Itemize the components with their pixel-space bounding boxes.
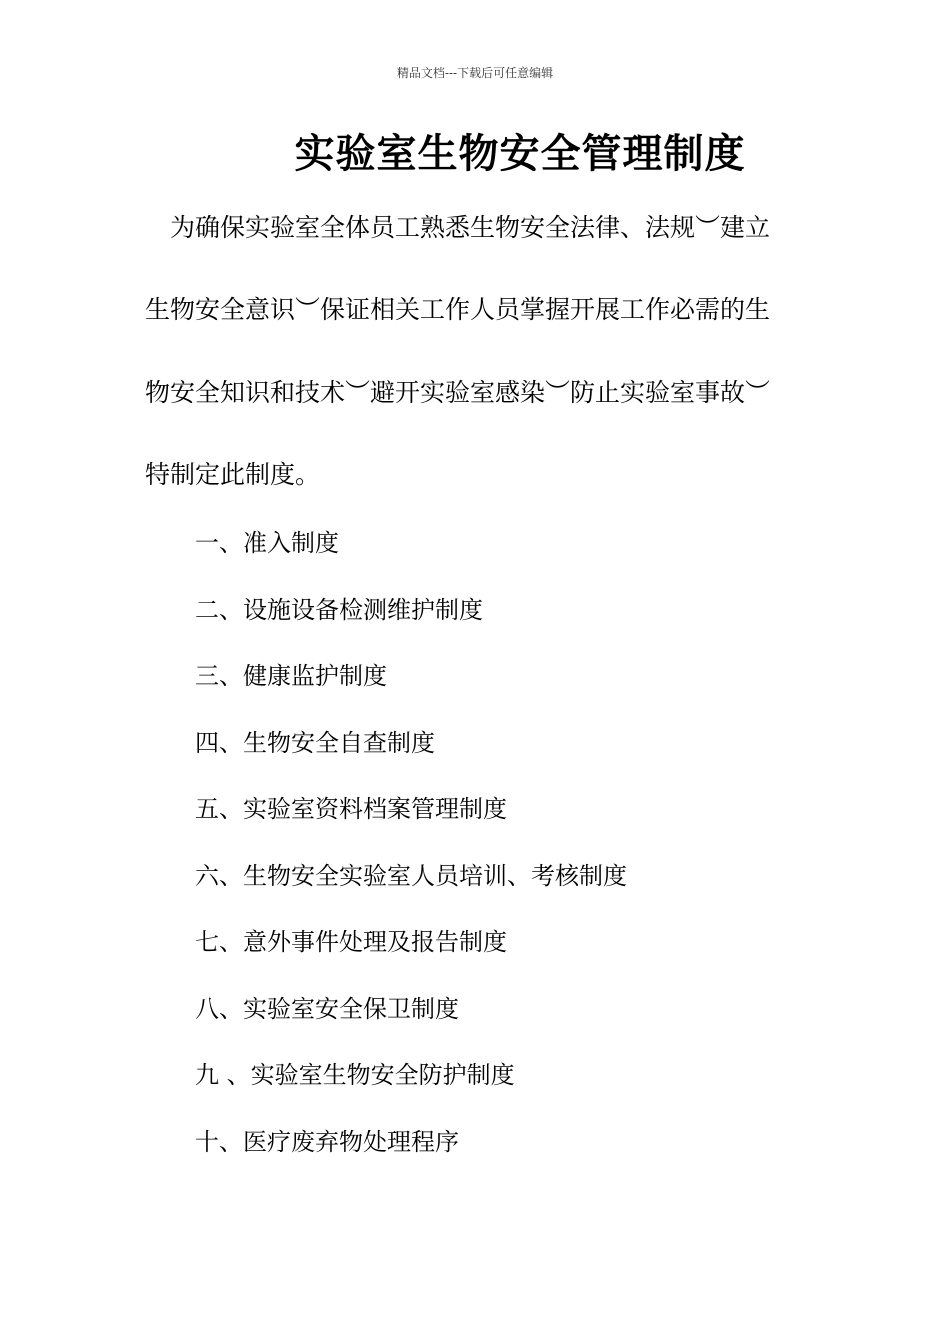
- list-item-8: 八、实验室安全保卫制度: [195, 995, 459, 1023]
- intro-line-4: 特制定此制度。: [145, 460, 321, 489]
- list-item-10: 十、医疗废弃物处理程序: [195, 1128, 459, 1156]
- intro-line-1: 为确保实验室全体员工熟悉生物安全法律、法规︶建立: [145, 213, 771, 242]
- list-item-3: 三、健康监护制度: [195, 662, 387, 690]
- list-item-4: 四、生物安全自查制度: [195, 729, 435, 757]
- list-item-9: 九 、实验室生物安全防护制度: [195, 1061, 515, 1089]
- list-item-2: 二、设施设备检测维护制度: [195, 596, 483, 624]
- list-item-7: 七、意外事件处理及报告制度: [195, 928, 507, 956]
- intro-line-2: 生物安全意识︶保证相关工作人员掌握开展工作必需的生: [145, 295, 771, 324]
- list-item-1: 一、准入制度: [195, 529, 339, 557]
- document-title: 实验室生物安全管理制度: [294, 131, 746, 177]
- intro-line-3: 物安全知识和技术︶避开实验室感染︶防止实验室事故︶: [145, 378, 771, 407]
- list-item-6: 六、生物安全实验室人员培训、考核制度: [195, 862, 627, 890]
- list-item-5: 五、实验室资料档案管理制度: [195, 795, 507, 823]
- page-header: 精品文档---下载后可任意编辑: [396, 66, 554, 80]
